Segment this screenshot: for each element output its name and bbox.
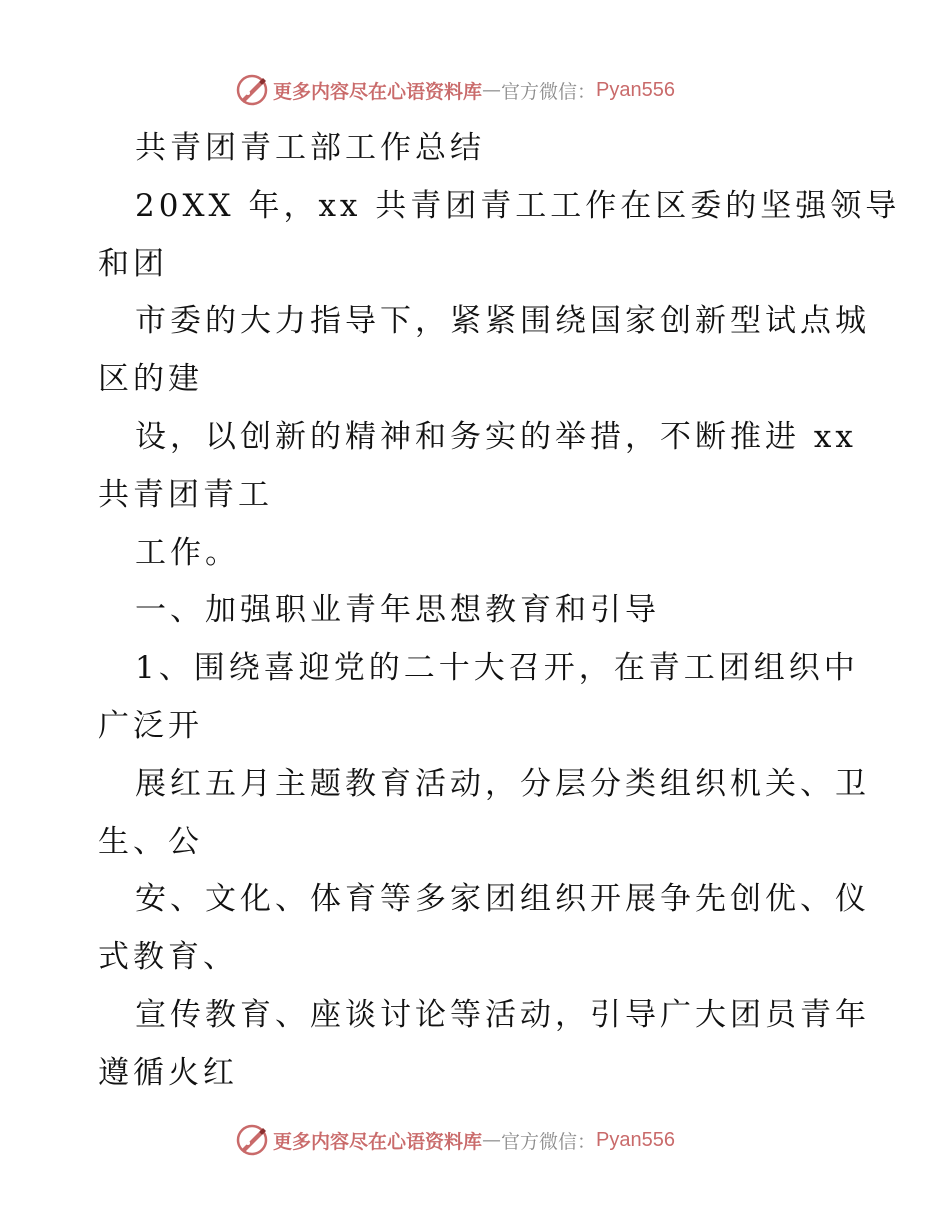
text-line: 遵循火红 — [98, 1054, 238, 1091]
text-line: 市委的大力指导下，紧紧围绕国家创新型试点城 — [135, 303, 870, 340]
text-line: 共青团青工 — [98, 476, 273, 513]
pen-logo-icon — [235, 73, 269, 107]
text-line: 展红五月主题教育活动，分层分类组织机关、卫 — [135, 765, 870, 802]
text-line: 20XX 年，xx 共青团青工工作在区委的坚强领导 — [135, 187, 901, 224]
text-line: 宣传教育、座谈讨论等活动，引导广大团员青年 — [135, 996, 870, 1033]
text-line: 式教育、 — [98, 939, 238, 976]
banner-slogan: 更多内容尽在心语资料库 — [273, 80, 483, 103]
footer-banner — [235, 1122, 675, 1158]
pen-logo-icon — [235, 1123, 269, 1157]
text-line: 区的建 — [98, 361, 203, 398]
text-line: 工作。 — [135, 534, 240, 571]
text-line: 和团 — [98, 245, 168, 282]
banner-wechat-id: Pyan556 — [596, 1128, 675, 1151]
text-line: 设，以创新的精神和务实的举措，不断推进 xx — [135, 418, 857, 455]
banner-wechat-label: 官方微信： — [501, 1130, 597, 1153]
text-line: 生、公 — [98, 823, 203, 860]
banner-separator: — — [482, 1129, 502, 1151]
document-title: 共青团青工部工作总结 — [135, 130, 485, 166]
document-body — [98, 120, 901, 1103]
text-line: 安、文化、体育等多家团组织开展争先创优、仪 — [135, 881, 870, 918]
banner-separator: — — [482, 79, 502, 101]
banner-wechat-id: Pyan556 — [596, 78, 675, 101]
section-heading: 一、加强职业青年思想教育和引导 — [135, 592, 660, 629]
header-banner — [235, 72, 675, 108]
banner-wechat-label: 官方微信： — [501, 80, 597, 103]
text-line: 广泛开 — [98, 707, 203, 744]
banner-slogan: 更多内容尽在心语资料库 — [273, 1130, 483, 1153]
text-line: 1、围绕喜迎党的二十大召开，在青工团组织中 — [135, 650, 859, 687]
